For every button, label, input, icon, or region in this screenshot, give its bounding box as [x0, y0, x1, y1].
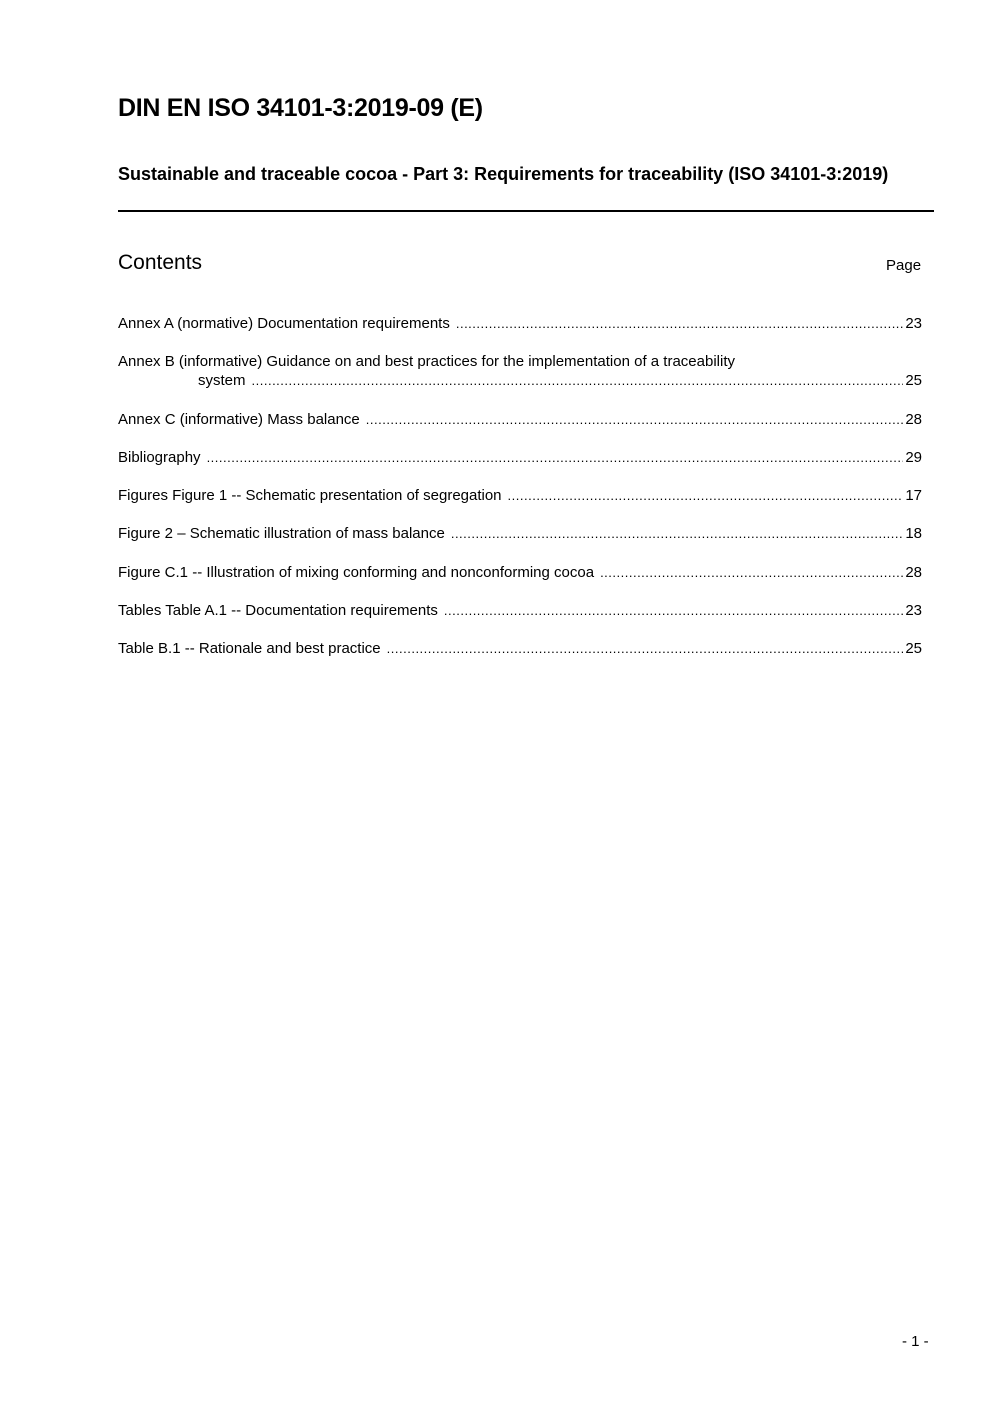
toc-entry-title: Annex A (normative) Documentation requirements	[118, 315, 450, 332]
table-of-contents	[118, 314, 922, 678]
leader-dots	[444, 601, 903, 620]
toc-entry-annex-b[interactable]	[118, 352, 922, 390]
leader-dots	[207, 448, 904, 467]
toc-entry-bibliography[interactable]	[118, 448, 922, 467]
toc-entry-annex-c[interactable]	[118, 410, 922, 429]
toc-entry-figure-c1[interactable]	[118, 563, 922, 582]
toc-entry-title: Annex B (informative) Guidance on and best practices for the implementation of a traceability	[118, 353, 735, 371]
toc-entry-page: 23	[905, 602, 922, 620]
toc-entry-title: Tables Table A.1 -- Documentation requirements	[118, 602, 438, 620]
title-divider	[118, 210, 934, 212]
toc-entry-page: 23	[905, 315, 922, 332]
contents-heading: Contents	[118, 251, 203, 274]
toc-entry-title: Bibliography	[118, 448, 201, 466]
leader-dots	[366, 410, 904, 429]
toc-entry-title-continuation: system	[198, 372, 246, 390]
leader-dots	[451, 524, 903, 543]
toc-entry-page: 18	[905, 525, 922, 543]
toc-entry-page: 25	[905, 640, 922, 658]
toc-entry-annex-a[interactable]	[118, 314, 922, 333]
toc-entry-figure-1[interactable]	[118, 486, 922, 505]
document-title: Sustainable and traceable cocoa - Part 3: Requirements for traceability (ISO 34101-3:2019)	[118, 164, 889, 184]
toc-entry-page: 25	[905, 372, 922, 390]
leader-dots	[252, 371, 904, 390]
page-column-label: Page	[886, 257, 922, 274]
toc-entry-page: 28	[905, 410, 922, 428]
toc-entry-page: 29	[905, 448, 922, 466]
toc-entry-table-a1[interactable]	[118, 601, 922, 620]
page-number: - 1 -	[902, 1333, 929, 1350]
toc-entry-page: 28	[905, 563, 922, 581]
toc-entry-title: Figures Figure 1 -- Schematic presentation of segregation	[118, 487, 502, 505]
toc-entry-page: 17	[905, 487, 922, 505]
leader-dots	[508, 486, 904, 505]
toc-entry-title: Figure 2 – Schematic illustration of mass balance	[118, 525, 445, 543]
leader-dots	[387, 639, 904, 658]
toc-entry-title: Table B.1 -- Rationale and best practice	[118, 640, 381, 658]
toc-entry-title: Annex C (informative) Mass balance	[118, 410, 360, 428]
document-id: DIN EN ISO 34101-3:2019-09 (E)	[118, 94, 483, 122]
toc-entry-title: Figure C.1 -- Illustration of mixing conforming and nonconforming cocoa	[118, 563, 595, 581]
toc-entry-figure-2[interactable]	[118, 524, 922, 543]
leader-dots	[456, 314, 903, 333]
leader-dots	[600, 563, 903, 582]
toc-entry-table-b1[interactable]	[118, 639, 922, 658]
